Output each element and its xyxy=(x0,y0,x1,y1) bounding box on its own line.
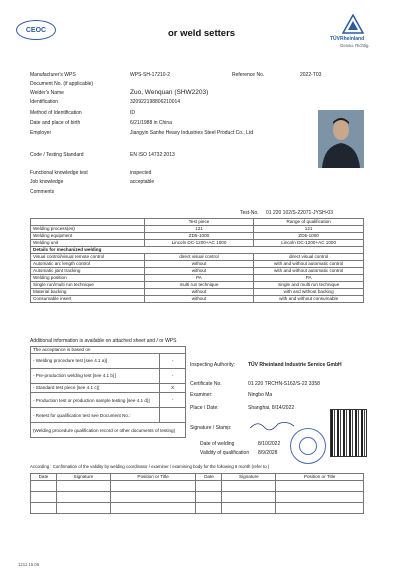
table-row: Welding unit Lincoln DC-1200+AC 1000 Lincoln DC-1200+AC 1000 xyxy=(31,240,364,247)
method-value: ID xyxy=(130,110,135,116)
welder-name-label: Welder's Name xyxy=(30,90,64,96)
table-row: - Standard test piece [see 4.1 c)] X xyxy=(31,384,186,393)
employer-label: Employer xyxy=(30,130,52,136)
table-row: Automatic joint tracking without with and without automatic control xyxy=(31,268,364,275)
document-label: Document No. (if applicable) xyxy=(30,81,94,87)
table-row: Automatic arc length control without with and without automatic control xyxy=(31,261,364,268)
table-row: Consumable insert without with and without consumable xyxy=(31,296,364,303)
welder-photo xyxy=(318,110,364,168)
confirmation-table xyxy=(30,473,364,514)
table-row: - Pre-production welding test [see 4.1 b)] - xyxy=(31,369,186,384)
wps-value: WPS-SH-17210-2 xyxy=(130,72,171,78)
employer-value: Jiangyin Sanhe Heavy Industries Steel Product Co., Ltd xyxy=(130,130,254,136)
table-row: Visual control/visual remote control direct visual control direct visual control xyxy=(31,254,364,261)
dob-value: 6/21/1988 in China xyxy=(130,120,172,126)
table-row: (Welding procedure qualification record or other documents of testing) xyxy=(31,423,186,438)
method-label: Method of Identification xyxy=(30,110,82,116)
validity-label: Validity of qualification xyxy=(200,450,250,456)
table-row xyxy=(31,492,364,503)
place-date-label: Place / Date: xyxy=(190,405,219,411)
confirmation-text: According : Confirmation of the validity by welding coordinator / examiner / examining body for the following 6 month (refer to ) xyxy=(30,464,270,469)
col-signature: Signature xyxy=(222,474,276,481)
comments-label: Comments xyxy=(30,189,55,195)
table-row xyxy=(31,503,364,514)
date-of-welding-label: Date of welding xyxy=(200,441,235,447)
signature-scribble xyxy=(248,418,298,432)
tuv-logo-text: TÜVRheinland xyxy=(330,36,365,42)
form-code: 1211 15.06 xyxy=(18,562,40,567)
ceoc-logo: CEOC xyxy=(16,20,56,40)
certificate-label: Certificate No. xyxy=(190,381,222,387)
qr-code xyxy=(330,409,367,457)
acceptance-table xyxy=(30,346,186,438)
col-date: Date xyxy=(196,474,222,481)
validity-value: 8/9/2028 xyxy=(258,450,278,456)
table-row: Welding equipment ZD5-1000 ZD5-1000 xyxy=(31,233,364,240)
functional-value: inspected xyxy=(130,170,152,176)
examiner-label: Examiner: xyxy=(190,392,213,398)
signature-label: Signature / Stamp: xyxy=(190,425,232,431)
date-of-welding-value: 8/10/2022 xyxy=(258,441,281,447)
examiner-value: Ningbo Ma xyxy=(248,392,273,398)
col-position: Position or Title xyxy=(110,474,196,481)
table-row: Material backing without with and without backing xyxy=(31,289,364,296)
inspecting-label: Inspecting Authority: xyxy=(190,362,236,368)
acceptance-header: The acceptance is based on xyxy=(31,347,186,354)
wps-label: Manufacturer's WPS xyxy=(30,72,76,78)
code-label: Code / Testing Standard xyxy=(30,152,84,158)
reference-label: Reference No. xyxy=(232,72,265,78)
table-row: Welding process(es) 121 121 xyxy=(31,226,364,233)
code-value: EN ISO 14732:2013 xyxy=(130,152,175,158)
col-test-piece: Test piece xyxy=(144,219,254,226)
identification-label: Identification xyxy=(30,99,59,105)
person-icon xyxy=(318,110,364,168)
col-position: Position or Title xyxy=(276,474,364,481)
reference-value: 2022-T03 xyxy=(300,72,322,78)
tuv-tagline: Genau. Richtig. xyxy=(340,43,370,48)
col-signature: Signature xyxy=(56,474,110,481)
table-row: Single run/multi run technique multi run technique single and multi run technique xyxy=(31,282,364,289)
job-knowledge-value: acceptable xyxy=(130,179,155,185)
job-knowledge-label: Job knowledge xyxy=(30,179,64,185)
test-no-value: 01 220 102/S-22071-JYSH-03 xyxy=(266,210,333,216)
functional-label: Functional knowledge test xyxy=(30,170,88,176)
table-row xyxy=(31,481,364,492)
col-range: Range of qualification xyxy=(254,219,364,226)
table-row: - Production test or production sample testing [see 4.1 d)] - xyxy=(31,393,186,408)
table-row: - Welding procedure test [see 4.1 a)] - xyxy=(31,354,186,369)
inspecting-value: TÜV Rheinland Industrie Service GmbH xyxy=(248,362,342,368)
certificate-value: 01 220 TRCHN-S162/S-22 3358 xyxy=(248,381,320,387)
place-date-value: Shanghai, 8/14/2022 xyxy=(248,405,295,411)
table-row: - Retest for qualification test see Document No.: xyxy=(31,408,186,423)
page-title: or weld setters xyxy=(168,28,236,39)
welding-table xyxy=(30,218,364,303)
tuv-triangle-icon xyxy=(342,14,364,34)
details-header: Details for mechanized welding xyxy=(31,247,364,254)
stamp-center xyxy=(299,437,317,455)
identification-value: 320922198806210014 xyxy=(130,99,181,105)
col-date: Date xyxy=(31,474,57,481)
dob-label: Date and place of birth xyxy=(30,120,81,126)
welder-name-value: Zuo, Wenquan (SHW2203) xyxy=(130,89,209,96)
additional-info: Additional information is available on attached sheet and / or WPS xyxy=(30,338,177,344)
test-no-label: Test-No. xyxy=(240,210,259,216)
table-row: Welding position PA PA xyxy=(31,275,364,282)
